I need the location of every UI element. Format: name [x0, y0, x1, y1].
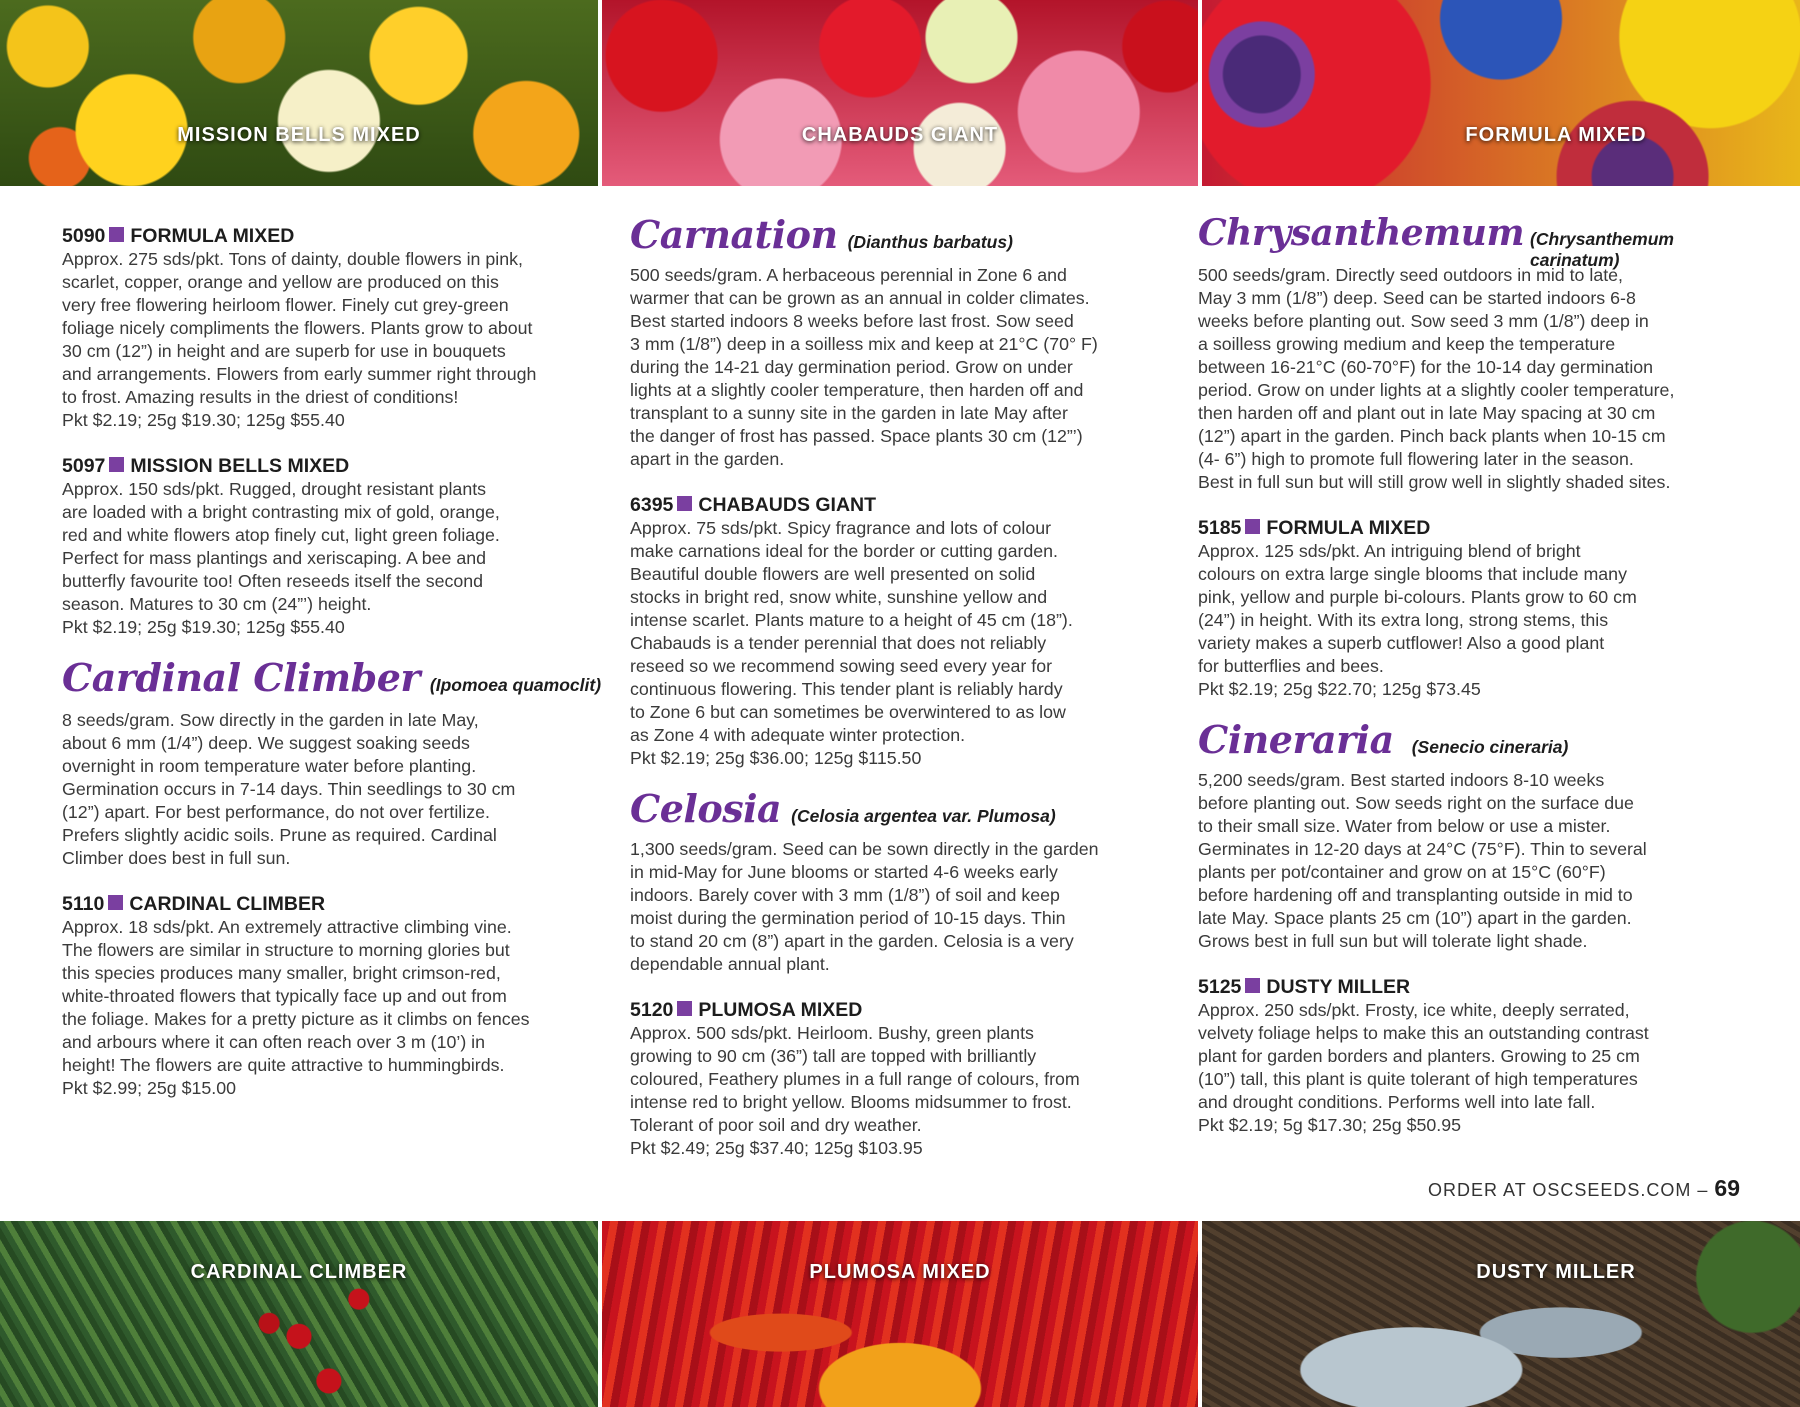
column-1 — [62, 222, 602, 1100]
product-name: FORMULA MIXED — [1266, 517, 1431, 539]
column-3 — [1198, 212, 1738, 1137]
page-number: 69 — [1714, 1175, 1740, 1201]
section-description: 500 seeds/gram. A herbaceous perennial in Zone 6 and warmer that can be grown as an annual in colder climates. Best started indoors 8 weeks before last frost. Sow seed 3 mm (1/8”) deep in a soilless mix and keep at 21°C (70° F) during the 14-21 day germination period. Grow on under lights at a slightly cooler temperature, then harden off and transplant to a sunny site in the garden in late May after the danger of frost has passed. Space plants 30 cm (12”’) apart in the garden. — [630, 265, 1098, 469]
purple-square-icon — [109, 227, 124, 242]
dusty-miller-photo — [1202, 1221, 1800, 1407]
section-title: Cardinal Climber — [62, 655, 420, 700]
photo-caption: MISSION BELLS MIXED — [177, 124, 421, 146]
product-description: Approx. 150 sds/pkt. Rugged, drought resistant plants are loaded with a bright contrasting mix of gold, orange, red and white flowers atop finely cut, light green foliage. Perfect for mass plantings and xeriscaping. A bee and butterfly favourite too! Often reseeds itself the second season. Matures to 30 cm (24”’) height. Pkt $2.19; 25g $19.30; 125g $55.40 — [62, 479, 500, 637]
page-footer — [1300, 1175, 1740, 1202]
purple-square-icon — [677, 1001, 692, 1016]
column-2 — [630, 212, 1170, 1160]
photo-caption: DUSTY MILLER — [1476, 1261, 1636, 1283]
product-name: FORMULA MIXED — [130, 225, 295, 247]
botanical-name: (Senecio cineraria) — [1411, 737, 1569, 757]
section-description: 500 seeds/gram. Directly seed outdoors in mid to late, May 3 mm (1/8”) deep. Seed can be started indoors 6-8 weeks before planting out. Sow seed 3 mm (1/8”) deep in a soilless growing medium and keep the temperature between 16-21°C (60-70°F) for the 10-14 day germination period. Grow on under lights at a slightly cooler temperature, then harden off and plant out in late May spacing at 30 cm (12”) apart in the garden. Pinch back plants when 10-15 cm (4- 6”) high to promote full flowering later in the season. Best in full sun but will still grow well in slightly shaded sites. — [1198, 265, 1675, 492]
photo-caption: PLUMOSA MIXED — [809, 1261, 991, 1283]
purple-square-icon — [1245, 519, 1260, 534]
purple-square-icon — [677, 496, 692, 511]
product-name: MISSION BELLS MIXED — [130, 455, 350, 477]
section-title: Chrysanthemum — [1198, 212, 1525, 254]
plumosa-mixed-photo — [602, 1221, 1198, 1407]
purple-square-icon — [108, 895, 123, 910]
product-description: Approx. 250 sds/pkt. Frosty, ice white, deeply serrated, velvety foliage helps to make this an outstanding contrast plant for garden borders and planters. Growing to 25 cm (10”) tall, this plant is quite tolerant of high temperatures and drought conditions. Performs well into late fall. Pkt $2.19; 5g $17.30; 25g $50.95 — [1198, 1000, 1649, 1135]
product-code: 5090 — [62, 225, 106, 247]
top-photo-strip — [0, 0, 1800, 186]
cardinal-climber-photo — [0, 1221, 598, 1407]
photo-caption: FORMULA MIXED — [1465, 124, 1647, 146]
product-heading — [62, 892, 602, 916]
product-description: Approx. 125 sds/pkt. An intriguing blend of bright colours on extra large single blooms that include many pink, yellow and purple bi-colours. Plants grow to 60 cm (24”) in height. With its extra long, strong stems, this variety makes a superb cutflower! Also a good plant for butterflies and bees. Pkt $2.19; 25g $22.70; 125g $73.45 — [1198, 541, 1637, 699]
product-name: PLUMOSA MIXED — [698, 999, 863, 1021]
mission-bells-photo — [0, 0, 598, 186]
product-code: 5097 — [62, 455, 106, 477]
product-code: 5125 — [1198, 976, 1242, 998]
section-description: 1,300 seeds/gram. Seed can be sown directly in the garden in mid-May for June blooms or started 4-6 weeks early indoors. Barely cover with 3 mm (1/8”) of soil and keep moist during the germination period of 10-15 days. Thin to stand 20 cm (8”) apart in the garden. Celosia is a very dependable annual plant. — [630, 839, 1099, 974]
botanical-name: (Dianthus barbatus) — [847, 232, 1013, 252]
product-heading — [62, 454, 602, 478]
product-description: Approx. 500 sds/pkt. Heirloom. Bushy, green plants growing to 90 cm (36”) tall are topped with brilliantly coloured, Feathery plumes in a full range of colours, from intense red to bright yellow. Blooms midsummer to frost. Tolerant of poor soil and dry weather. Pkt $2.49; 25g $37.40; 125g $103.95 — [630, 1023, 1080, 1158]
order-link-text[interactable]: ORDER AT OSCSEEDS.COM – — [1428, 1180, 1715, 1200]
product-heading — [630, 493, 1170, 517]
product-heading — [630, 998, 1170, 1022]
formula-mixed-photo — [1202, 0, 1800, 186]
product-name: CHABAUDS GIANT — [698, 494, 877, 516]
product-code: 5120 — [630, 999, 674, 1021]
product-heading — [1198, 516, 1738, 540]
section-title: Carnation — [630, 212, 838, 257]
product-name: DUSTY MILLER — [1266, 976, 1411, 998]
section-heading — [1198, 717, 1738, 765]
section-description: 8 seeds/gram. Sow directly in the garden in late May, about 6 mm (1/4”) deep. We suggest soaking seeds overnight in room temperature water before planting. Germination occurs in 7-14 days. Thin seedlings to 30 cm (12”) apart. For best performance, do not over fertilize. Prefers slightly acidic soils. Prune as required. Cardinal Climber does best in full sun. — [62, 710, 516, 868]
botanical-name: (Celosia argentea var. Plumosa) — [791, 806, 1056, 826]
section-heading — [1198, 212, 1738, 270]
product-description: Approx. 75 sds/pkt. Spicy fragrance and lots of colour make carnations ideal for the border or cutting garden. Beautiful double flowers are well presented on solid stocks in bright red, snow white, sunshine yellow and intense scarlet. Plants mature to a height of 45 cm (18”). Chabauds is a tender perennial that does not reliably reseed so we recommend sowing seed every year for continuous flowering. This tender plant is reliably hardy to Zone 6 but can sometimes be overwintered to as low as Zone 4 with adequate winter protection. Pkt $2.19; 25g $36.00; 125g $115.50 — [630, 518, 1073, 768]
section-heading — [630, 212, 1170, 258]
photo-caption: CHABAUDS GIANT — [801, 124, 999, 146]
section-heading — [62, 655, 602, 705]
section-heading — [630, 786, 1170, 834]
product-code: 5110 — [62, 893, 105, 915]
purple-square-icon — [109, 457, 124, 472]
product-description: Approx. 18 sds/pkt. An extremely attractive climbing vine. The flowers are similar in structure to morning glories but this species produces many smaller, bright crimson-red, white-throated flowers that typically face up and out from the foliage. Makes for a pretty picture as it climbs on fences and arbours where it can often reach over 3 m (10’) in height! The flowers are quite attractive to hummingbirds. Pkt $2.99; 25g $15.00 — [62, 917, 530, 1098]
botanical-name: (Chrysanthemum carinatum) — [1530, 229, 1674, 270]
botanical-name: (Ipomoea quamoclit) — [429, 675, 602, 695]
section-description: 5,200 seeds/gram. Best started indoors 8-10 weeks before planting out. Sow seeds right on the surface due to their small size. Water from below or use a mister. Germinates in 12-20 days at 24°C (75°F). Thin to several plants per pot/container and grow on at 15°C (60°F) before hardening off and transplanting outside in mid to late May. Space plants 25 cm (10”) apart in the garden. Grows best in full sun but will tolerate light shade. — [1198, 770, 1647, 951]
chabauds-giant-photo — [602, 0, 1198, 186]
bottom-photo-strip — [0, 1221, 1800, 1407]
section-title: Celosia — [630, 786, 782, 831]
product-code: 5185 — [1198, 517, 1242, 539]
product-heading — [1198, 975, 1738, 999]
product-description: Approx. 275 sds/pkt. Tons of dainty, double flowers in pink, scarlet, copper, orange and yellow are produced on this very free flowering heirloom flower. Finely cut grey-green foliage nicely compliments the flowers. Plants grow to about 30 cm (12”) in height and are superb for use in bouquets and arrangements. Flowers from early summer right through to frost. Amazing results in the driest of conditions! Pkt $2.19; 25g $19.30; 125g $55.40 — [62, 249, 537, 430]
section-title: Cineraria — [1198, 717, 1394, 762]
product-code: 6395 — [630, 494, 674, 516]
product-heading — [62, 224, 602, 248]
product-name: CARDINAL CLIMBER — [129, 893, 326, 915]
purple-square-icon — [1245, 978, 1260, 993]
photo-caption: CARDINAL CLIMBER — [190, 1261, 408, 1283]
